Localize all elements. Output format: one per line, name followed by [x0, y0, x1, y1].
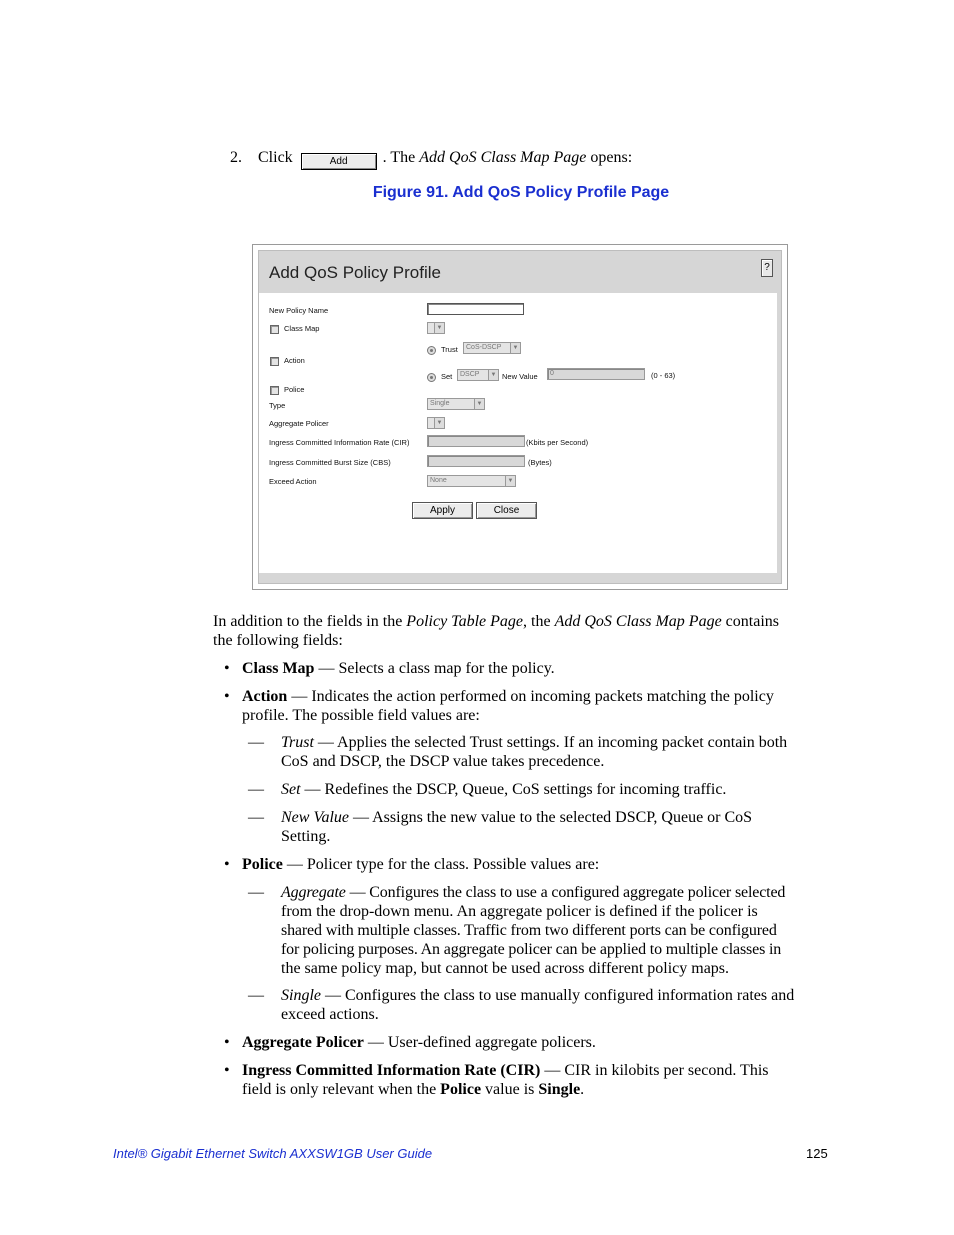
desc-cir-single: Single — [538, 1081, 581, 1098]
desc-set-1: — Redefines the DSCP, Queue, CoS settings for incoming traffic. — [300, 781, 727, 798]
desc-cir-mid: value is — [485, 1081, 535, 1098]
dash-glyph: — — [248, 781, 264, 798]
footer-title: Intel® Gigabit Ethernet Switch AXXSW1GB User Guide — [113, 1146, 433, 1161]
sub-aggregate — [281, 883, 833, 978]
intro-text-1: In addition to the fields in the — [213, 613, 403, 630]
desc-trust-2: CoS and DSCP, the DSCP value takes precedence. — [281, 753, 605, 770]
desc-single-2: exceed actions. — [281, 1006, 379, 1023]
desc-single-1: — Configures the class to use manually configured information rates and — [321, 987, 795, 1004]
term-action: Action — [242, 688, 288, 705]
chevron-down-icon: ▼ — [510, 343, 520, 353]
chevron-down-icon: ▼ — [434, 418, 444, 428]
bullet-glyph: • — [224, 688, 230, 705]
bullet-glyph: • — [224, 1062, 230, 1079]
class-map-checkbox[interactable] — [270, 325, 279, 334]
desc-aggregate-3: shared with multiple classes. Traffic from two different ports can be configured — [281, 922, 777, 939]
set-radio[interactable] — [427, 373, 436, 382]
bullet-class-map — [242, 659, 832, 678]
chevron-down-icon: ▼ — [488, 370, 498, 380]
desc-class-map: — Selects a class map for the policy. — [314, 660, 555, 677]
new-value-input[interactable]: 0 — [547, 368, 645, 380]
desc-aggregate-5: the same policy map, but cannot be used across different policy maps. — [281, 960, 730, 977]
bullet-action — [242, 687, 832, 725]
class-map-select[interactable] — [427, 322, 445, 334]
step-page-name: Add QoS Class Map Page — [419, 149, 587, 166]
term-trust: Trust — [281, 734, 314, 751]
police-checkbox[interactable] — [270, 386, 279, 395]
bullet-glyph: • — [224, 660, 230, 677]
intro-text-3: contains — [725, 613, 779, 630]
label-type: Type — [269, 401, 286, 410]
label-class-map: Class Map — [284, 324, 320, 333]
step-after-pre: . The — [382, 149, 416, 166]
add-button-image: Add — [301, 153, 377, 170]
help-button[interactable]: ? — [761, 259, 773, 277]
desc-aggregate-4: for policing purposes. An aggregate policer can be applied to multiple classes in — [281, 941, 782, 958]
label-new-policy-name: New Policy Name — [269, 306, 329, 315]
cbs-unit: (Bytes) — [528, 458, 552, 467]
trust-label: Trust — [441, 345, 458, 354]
label-police: Police — [284, 385, 305, 394]
close-button[interactable]: Close — [476, 502, 537, 519]
bullet-glyph: • — [224, 1034, 230, 1051]
dialog-title: Add QoS Policy Profile — [269, 263, 441, 282]
aggregate-policer-select[interactable] — [427, 417, 445, 429]
term-new-value: New Value — [281, 809, 349, 826]
label-cbs: Ingress Committed Burst Size (CBS) — [269, 458, 391, 467]
term-class-map: Class Map — [242, 660, 315, 677]
new-policy-name-input[interactable] — [427, 303, 524, 315]
figure-caption: Figure 91. Add QoS Policy Profile Page — [372, 184, 670, 201]
desc-new-value-1: — Assigns the new value to the selected DSCP, Queue or CoS — [349, 809, 753, 826]
desc-action-2: profile. The possible field values are: — [242, 707, 480, 724]
label-aggregate-policer: Aggregate Policer — [269, 419, 329, 428]
term-set: Set — [281, 781, 301, 798]
new-value-label: New Value — [502, 372, 538, 381]
desc-aggregate-1: — Configures the class to use a configured aggregate policer selected — [345, 884, 786, 901]
exceed-action-select[interactable] — [427, 475, 516, 487]
dash-glyph: — — [248, 734, 264, 751]
intro-line-2: the following fields: — [213, 632, 343, 649]
exceed-action-value: None — [430, 477, 447, 484]
bullet-cir — [242, 1061, 832, 1099]
sub-set — [281, 780, 833, 799]
new-value-range: (0 - 63) — [651, 371, 676, 380]
bullet-glyph: • — [224, 856, 230, 873]
term-single: Single — [281, 987, 321, 1004]
page-number: 125 — [806, 1146, 828, 1161]
term-police: Police — [242, 856, 283, 873]
intro-add-qos-class-map-page: Add QoS Class Map Page — [554, 613, 722, 630]
dash-glyph: — — [248, 809, 264, 826]
intro-text-2: , the — [523, 613, 551, 630]
desc-police: — Policer type for the class. Possible values are: — [282, 856, 600, 873]
desc-new-value-2: Setting. — [281, 828, 331, 845]
intro-line-1 — [213, 612, 779, 631]
sub-new-value — [281, 808, 833, 846]
desc-cir-end: . — [580, 1081, 585, 1098]
label-action: Action — [284, 356, 305, 365]
trust-select-value: CoS-DSCP — [466, 344, 502, 351]
dash-glyph: — — [248, 987, 264, 1004]
step-after-post: opens: — [590, 149, 633, 166]
sub-single — [281, 986, 833, 1024]
cir-unit: (Kbits per Second) — [526, 438, 589, 447]
desc-aggregate-policer: — User-defined aggregate policers. — [363, 1034, 596, 1051]
set-select[interactable] — [457, 369, 499, 381]
type-select[interactable] — [427, 398, 485, 410]
desc-cir-1: — CIR in kilobits per second. This — [540, 1062, 769, 1079]
chevron-down-icon: ▼ — [474, 399, 484, 409]
term-cir: Ingress Committed Information Rate (CIR) — [242, 1062, 541, 1079]
label-cir: Ingress Committed Information Rate (CIR) — [269, 438, 410, 447]
desc-trust-1: — Applies the selected Trust settings. If an incoming packet contain both — [313, 734, 788, 751]
dash-glyph: — — [248, 884, 264, 901]
cir-input[interactable] — [427, 435, 525, 447]
cbs-input[interactable] — [427, 455, 525, 467]
apply-button[interactable]: Apply — [412, 502, 473, 519]
step-click-word: Click — [258, 149, 293, 166]
trust-select[interactable] — [463, 342, 521, 354]
label-exceed-action: Exceed Action — [269, 477, 317, 486]
action-checkbox[interactable] — [270, 357, 279, 366]
dialog-body — [259, 293, 777, 573]
term-aggregate-policer: Aggregate Policer — [242, 1034, 364, 1051]
desc-action-1: — Indicates the action performed on incoming packets matching the policy — [287, 688, 774, 705]
set-label: Set — [441, 372, 453, 381]
bullet-police — [242, 855, 832, 874]
step-instruction — [230, 148, 632, 170]
set-select-value: DSCP — [460, 371, 480, 378]
desc-cir-police: Police — [440, 1081, 482, 1098]
desc-aggregate-2: from the drop-down menu. An aggregate policer is defined if the policer is — [281, 903, 758, 920]
step-number: 2. — [230, 149, 242, 166]
chevron-down-icon: ▼ — [434, 323, 444, 333]
chevron-down-icon: ▼ — [505, 476, 515, 486]
sub-trust — [281, 733, 833, 771]
desc-cir-pre: field is only relevant when the — [242, 1081, 437, 1098]
type-select-value: Single — [430, 400, 450, 407]
term-aggregate: Aggregate — [281, 884, 346, 901]
bullet-aggregate-policer — [242, 1033, 832, 1052]
trust-radio[interactable] — [427, 346, 436, 355]
intro-policy-table-page: Policy Table Page — [406, 613, 524, 630]
